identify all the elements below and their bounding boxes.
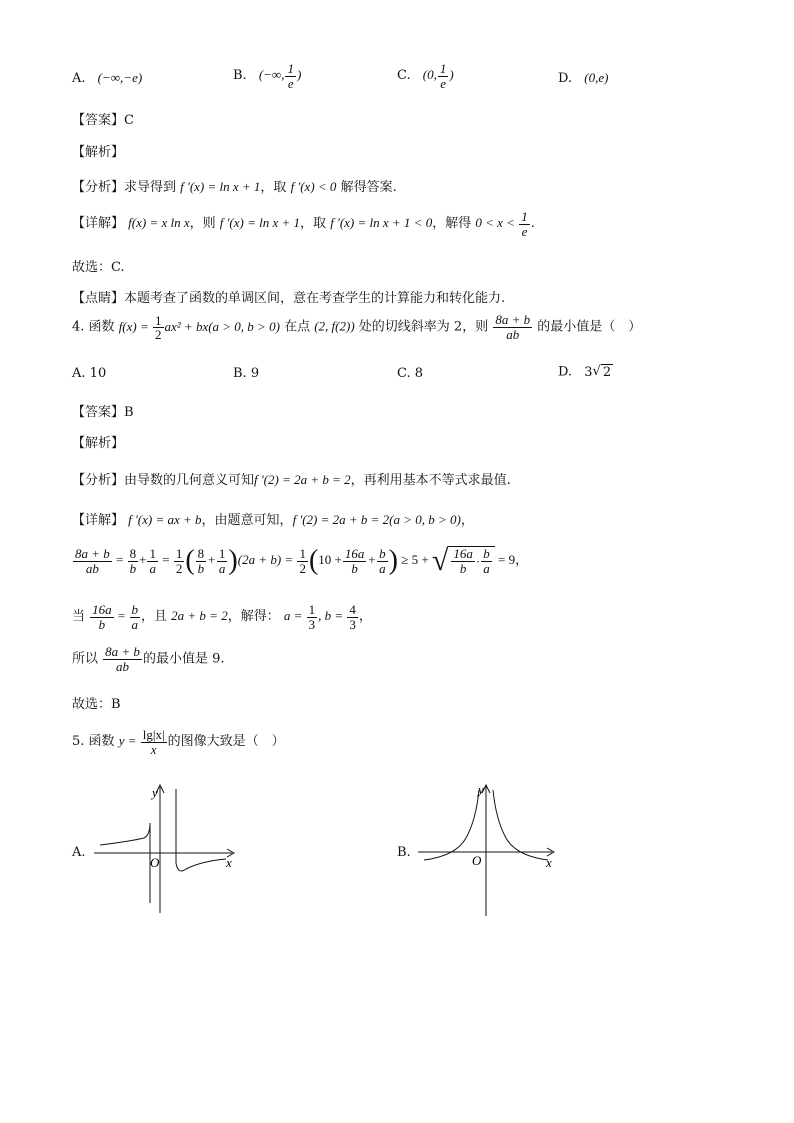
q3-analysis [72, 176, 397, 195]
detail-text-2: ，取 [300, 216, 327, 232]
q5-stem [72, 728, 285, 756]
graph-a-left-branch [100, 823, 150, 903]
graph-b-right-branch [493, 790, 548, 860]
q4-analysis-tag: 【分析】 [72, 473, 125, 488]
eq-dot: · [475, 553, 481, 569]
eq-frac6-num: 1 [218, 545, 226, 561]
eq-frac5-num: 8 [197, 545, 205, 561]
when-math-1: 2a + b = 2 [171, 608, 228, 624]
q4-half-num: 1 [155, 312, 162, 328]
option-c-den: e [440, 75, 446, 91]
detail-tag: 【详解】 [72, 216, 125, 232]
q4-answer-tag: 【答案】 [72, 405, 125, 420]
q4-text-1: 在点 [284, 319, 311, 335]
q4-jiexi: 【解析】 [72, 436, 125, 451]
when-frac2-num: b [131, 602, 138, 617]
graph-b-y-label: y [478, 782, 484, 797]
eq-mult: (2a + b) = [237, 551, 294, 567]
eq-frac7-num: 1 [299, 545, 306, 561]
detail-math-1: f(x) = x ln x [128, 215, 190, 231]
detail-math-3: f '(x) = ln x + 1 < 0 [330, 215, 433, 231]
eq-frac1-num: 8a + b [75, 545, 110, 561]
eq-frac9-den: a [379, 560, 386, 576]
detail-frac-num: 1 [521, 209, 528, 224]
analysis-tag: 【分析】 [72, 180, 125, 195]
option-c-label: C. [397, 68, 411, 84]
option-a-value: (−∞,−e) [97, 70, 143, 85]
eq-ten: 10 + [318, 551, 342, 567]
option-c [397, 62, 454, 90]
q4-option-c-value: 8 [414, 366, 424, 381]
option-c-post: ) [449, 67, 454, 83]
analysis-text-3: 解得答案. [340, 180, 397, 195]
detail-frac-den: e [521, 223, 528, 239]
eq-frac8-den: b [351, 560, 358, 576]
q3-answer [72, 109, 134, 128]
so-text-2: 的最小值是 9. [142, 651, 225, 667]
q3-comment [72, 287, 505, 306]
q4-text-3: 的最小值是（ ） [537, 319, 642, 335]
option-d-value: (0,e) [584, 70, 609, 85]
when-equals: = [117, 608, 126, 624]
option-c-num: 1 [439, 61, 447, 76]
graph-a-label: A. [72, 845, 86, 860]
q4-option-c [397, 366, 423, 381]
when-text-4: ， [358, 609, 372, 625]
q5-number: 5. 函数 [72, 734, 115, 750]
q4-option-b [233, 366, 259, 381]
q4-number: 4. 函数 [72, 319, 115, 335]
eq-ge: ≥ 5 + [401, 551, 429, 567]
eq-frac1-den: ab [85, 560, 99, 576]
graph-a-x-label: x [226, 855, 232, 870]
eq-frac4-num: 1 [175, 545, 183, 561]
eq-plus: + [139, 551, 147, 567]
when-frac2-den: a [131, 616, 138, 632]
detail-math-2: f '(x) = ln x + 1 [219, 215, 301, 231]
eq-frac3-den: a [149, 560, 156, 576]
q4-rest: ax² + bx(a > 0, b > 0) [164, 318, 280, 334]
eq-frac4-den: 2 [175, 560, 183, 576]
q4-analysis-math: f '(2) = 2a + b = 2 [254, 472, 351, 487]
when-frac1-num: 16a [92, 602, 112, 617]
eq-frac10-den: b [459, 561, 467, 576]
q5-frac-num: lg|x| [142, 727, 165, 742]
q5-text: 的图像大致是（ ） [167, 734, 285, 750]
eq-frac2-den: b [129, 560, 137, 576]
comment-text: 本题考查了函数的单调区间，意在考查学生的计算能力和转化能力. [124, 291, 506, 306]
q4-option-d-label: D. [558, 364, 573, 380]
eq-frac11-num: b [483, 546, 490, 562]
q4-answer-value: B [124, 405, 134, 420]
q4-option-d: D. 3 √ 2 [558, 364, 612, 380]
q4-choice: 故选：B [72, 697, 121, 712]
eq-frac5-den: b [197, 560, 205, 576]
q4-option-b-label: B. [233, 366, 247, 381]
eq-result: = 9 [498, 551, 516, 567]
eq-frac8-num: 16a [344, 545, 365, 561]
answer-tag: 【答案】 [72, 113, 125, 128]
when-math-3: , b = [318, 608, 344, 624]
eq-equals-1: = [116, 551, 124, 567]
eq-comma: ， [515, 551, 529, 567]
answer-value: C [124, 113, 134, 128]
option-b [233, 62, 301, 90]
graph-a-right-branch [176, 789, 226, 871]
option-b-post: ) [296, 67, 302, 83]
graph-b-label: B. [397, 845, 411, 860]
option-d-label: D. [558, 71, 573, 86]
graph-b [416, 780, 561, 920]
when-frac1-den: b [98, 616, 106, 632]
option-a-label: A. [72, 71, 86, 86]
q4-when [72, 603, 372, 631]
when-text-2: ，且 [141, 609, 168, 625]
q4-point: (2, f(2)) [314, 318, 355, 334]
q4-detail-tag: 【详解】 [72, 513, 125, 528]
eq-frac10-num: 16a [453, 546, 473, 562]
detail-text-3: ，解得 [432, 216, 472, 232]
q4-frac-den: ab [506, 326, 520, 342]
option-b-label: B. [233, 68, 247, 84]
graph-a-o-label: O [150, 855, 160, 870]
q4-stem [72, 313, 641, 342]
q3-detail [72, 210, 535, 238]
q5-frac-den: x [150, 741, 157, 757]
eq-frac6-den: a [218, 560, 226, 576]
q4-detail-text-2: ， [460, 513, 474, 528]
q4-option-d-rad: 2 [602, 365, 612, 380]
detail-text-1: ，则 [189, 216, 216, 232]
eq-frac11-den: a [483, 561, 490, 576]
when-text-1: 当 [72, 609, 86, 625]
q4-analysis [72, 469, 511, 488]
when-frac4-den: 3 [349, 616, 356, 632]
q4-option-a-value: 10 [89, 366, 107, 381]
when-frac3-num: 1 [308, 602, 316, 617]
q4-equation: $\frac{8a + b}{ab}$ = $\frac{8}{b}$ + $\frac{1}{a}$ = $\frac{1}{2}$ ( $\frac{8}{b}$ + $\frac{1}{a}$ )(2a + b) = $\frac{1}{2}$ (10 + $\frac{16a}{b}$ + $\frac{b}{a}$ ) ≥ 5 + √ $\frac{16a}{b}$ · $\frac{b}{a}$ = 9， [75, 544, 529, 577]
option-b-pre: (−∞, [258, 67, 285, 83]
analysis-math-2: f '(x) < 0 [290, 179, 337, 194]
q4-frac-num: 8a + b [495, 312, 531, 327]
q5-y: y = [118, 733, 137, 749]
q3-jiexi: 【解析】 [72, 145, 125, 160]
q4-analysis-text-2: ，再利用基本不等式求最值. [350, 473, 511, 488]
so-frac-num: 8a + b [105, 644, 140, 659]
option-b-num: 1 [287, 61, 294, 76]
graph-b-x-label: x [546, 855, 552, 870]
option-b-den: e [287, 75, 294, 91]
q4-half-den: 2 [155, 327, 162, 343]
q4-detail-math-1: f '(x) = ax + b [128, 512, 202, 527]
analysis-text-2: ，取 [260, 180, 287, 195]
q4-option-a [72, 366, 106, 381]
comment-tag: 【点睛】 [72, 291, 125, 306]
q4-so [72, 645, 224, 673]
q4-detail-math-2: f '(2) = 2a + b = 2(a > 0, b > 0) [292, 512, 461, 527]
detail-math-4: 0 < x < [475, 215, 515, 231]
detail-text-4: . [530, 216, 535, 232]
eq-frac9-num: b [379, 545, 386, 561]
option-d [558, 70, 608, 86]
graph-a-y-label: y [152, 785, 158, 800]
q4-option-d-coef: 3 [584, 364, 593, 380]
graph-a [92, 783, 242, 918]
eq-equals-2: = [162, 551, 170, 567]
q4-option-b-value: 9 [250, 366, 260, 381]
option-a [72, 70, 142, 86]
option-c-pre: (0, [422, 67, 437, 83]
eq-frac3-num: 1 [149, 545, 156, 561]
q3-choice: 故选：C. [72, 260, 125, 275]
analysis-math-1: f '(x) = ln x + 1 [180, 179, 261, 194]
when-math-2: a = [283, 608, 303, 624]
q4-detail-text-1: ，由题意可知， [201, 513, 293, 528]
q4-text-2: 处的切线斜率为 2，则 [358, 319, 489, 335]
q4-option-c-label: C. [397, 366, 411, 381]
q4-f: f(x) = [118, 318, 149, 334]
so-frac-den: ab [116, 658, 130, 674]
graph-b-o-label: O [472, 853, 482, 868]
q4-detail [72, 509, 474, 528]
q4-analysis-text-1: 由导数的几何意义可知 [124, 473, 255, 488]
q4-option-a-label: A. [72, 366, 86, 381]
eq-frac2-num: 8 [129, 545, 137, 561]
analysis-text-1: 求导得到 [124, 180, 177, 195]
when-frac4-num: 4 [349, 602, 356, 617]
eq-frac7-den: 2 [299, 560, 306, 576]
q4-answer [72, 401, 134, 420]
so-text-1: 所以 [72, 651, 99, 667]
when-frac3-den: 3 [308, 616, 316, 632]
graph-b-left-branch [424, 790, 479, 860]
when-text-3: ，解得： [227, 609, 280, 625]
